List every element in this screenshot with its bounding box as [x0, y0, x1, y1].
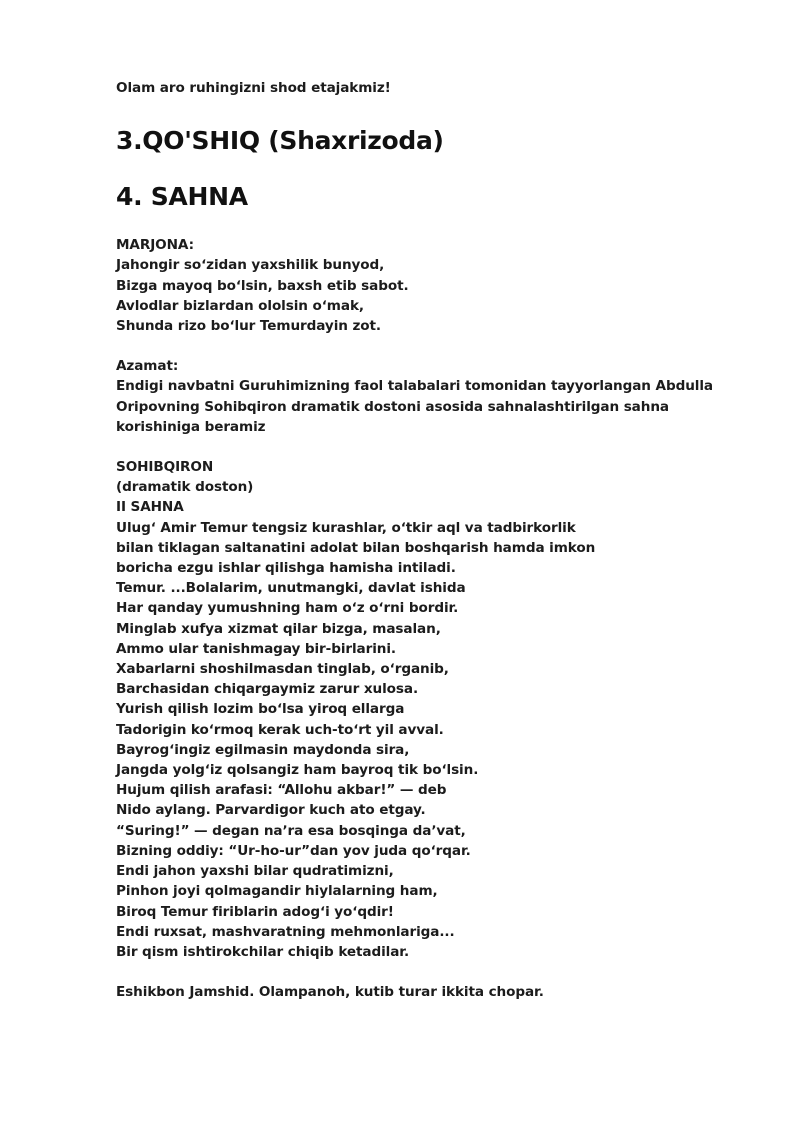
azamat-speech: [116, 356, 756, 437]
excerpt-line: Temur. ...Bolalarim, unutmangki, davlat ishida: [116, 580, 466, 597]
excerpt-line: Ulugʻ Amir Temur tengsiz kurashlar, oʻtkir aql va tadbirkorlik: [116, 519, 576, 536]
scene-heading: 4. SAHNA: [116, 182, 248, 212]
verse-line: Bizga mayoq boʻlsin, baxsh etib sabot.: [116, 277, 409, 294]
speaker-azamat: Azamat:: [116, 358, 179, 375]
excerpt-line: boricha ezgu ishlar qilishga hamisha intiladi.: [116, 560, 456, 577]
intro-line: Olam aro ruhingizni shod etajakmiz!: [116, 80, 391, 96]
excerpt-line: Barchasidan chiqargaymiz zarur xulosa.: [116, 681, 419, 698]
excerpt-line: Endi ruxsat, mashvaratning mehmonlariga...: [116, 923, 455, 940]
excerpt-line: Pinhon joyi qolmagandir hiylalarning ham,: [116, 883, 438, 900]
excerpt-title: SOHIBQIRON: [116, 459, 214, 476]
marjona-verse: [116, 235, 756, 336]
excerpt-line: Bayrogʻingiz egilmasin maydonda sira,: [116, 741, 410, 758]
excerpt-line: Bir qism ishtirokchilar chiqib ketadilar.: [116, 943, 410, 960]
excerpt-line: Endi jahon yaxshi bilar qudratimizni,: [116, 863, 394, 880]
excerpt-line: Bizning oddiy: “Ur-ho-ur”dan yov juda qoʻrqar.: [116, 842, 471, 859]
speaker-marjona: MARJONA:: [116, 237, 194, 254]
verse-line: Shunda rizo boʻlur Temurdayin zot.: [116, 318, 381, 335]
song-heading: 3.QO'SHIQ (Shaxrizoda): [116, 126, 444, 156]
excerpt-subtitle: (dramatik doston): [116, 479, 254, 496]
document-page: [116, 78, 756, 1002]
excerpt-line: bilan tiklagan saltanatini adolat bilan boshqarish hamda imkon: [116, 539, 596, 556]
excerpt-line: Har qanday yumushning ham oʻz oʻrni bordir.: [116, 600, 459, 617]
excerpt-line: Ammo ular tanishmagay bir-birlarini.: [116, 640, 396, 657]
azamat-paragraph: Endigi navbatni Guruhimizning faol talabalari tomonidan tayyorlangan Abdulla Oripovning Sohibqiron dramatik dostoni asosida sahnalashtirilgan sahna korishiniga beramiz: [116, 378, 713, 435]
excerpt-line: Nido aylang. Parvardigor kuch ato etgay.: [116, 802, 426, 819]
verse-line: Jahongir soʻzidan yaxshilik bunyod,: [116, 257, 385, 274]
excerpt-scene-label: II SAHNA: [116, 499, 184, 516]
excerpt-line: Minglab xufya xizmat qilar bizga, masalan,: [116, 620, 441, 637]
excerpt-line: Xabarlarni shoshilmasdan tinglab, oʻrganib,: [116, 661, 449, 678]
excerpt-line: Hujum qilish arafasi: “Allohu akbar!” — deb: [116, 782, 447, 799]
excerpt-line: Jangda yolgʻiz qolsangiz ham bayroq tik boʻlsin.: [116, 762, 479, 779]
excerpt-line: Biroq Temur firiblarin adogʻi yoʻqdir!: [116, 903, 394, 920]
excerpt-line: Yurish qilish lozim boʻlsa yiroq ellarga: [116, 701, 405, 718]
excerpt-line: Tadorigin koʻrmoq kerak uch-toʻrt yil avval.: [116, 721, 444, 738]
excerpt-line: “Suring!” — degan naʼra esa bosqinga daʼvat,: [116, 822, 466, 839]
verse-line: Avlodlar bizlardan ololsin oʻmak,: [116, 297, 364, 314]
closing-line: Eshikbon Jamshid. Olampanoh, kutib turar ikkita chopar.: [116, 984, 544, 1001]
sohibqiron-excerpt: [116, 457, 756, 962]
